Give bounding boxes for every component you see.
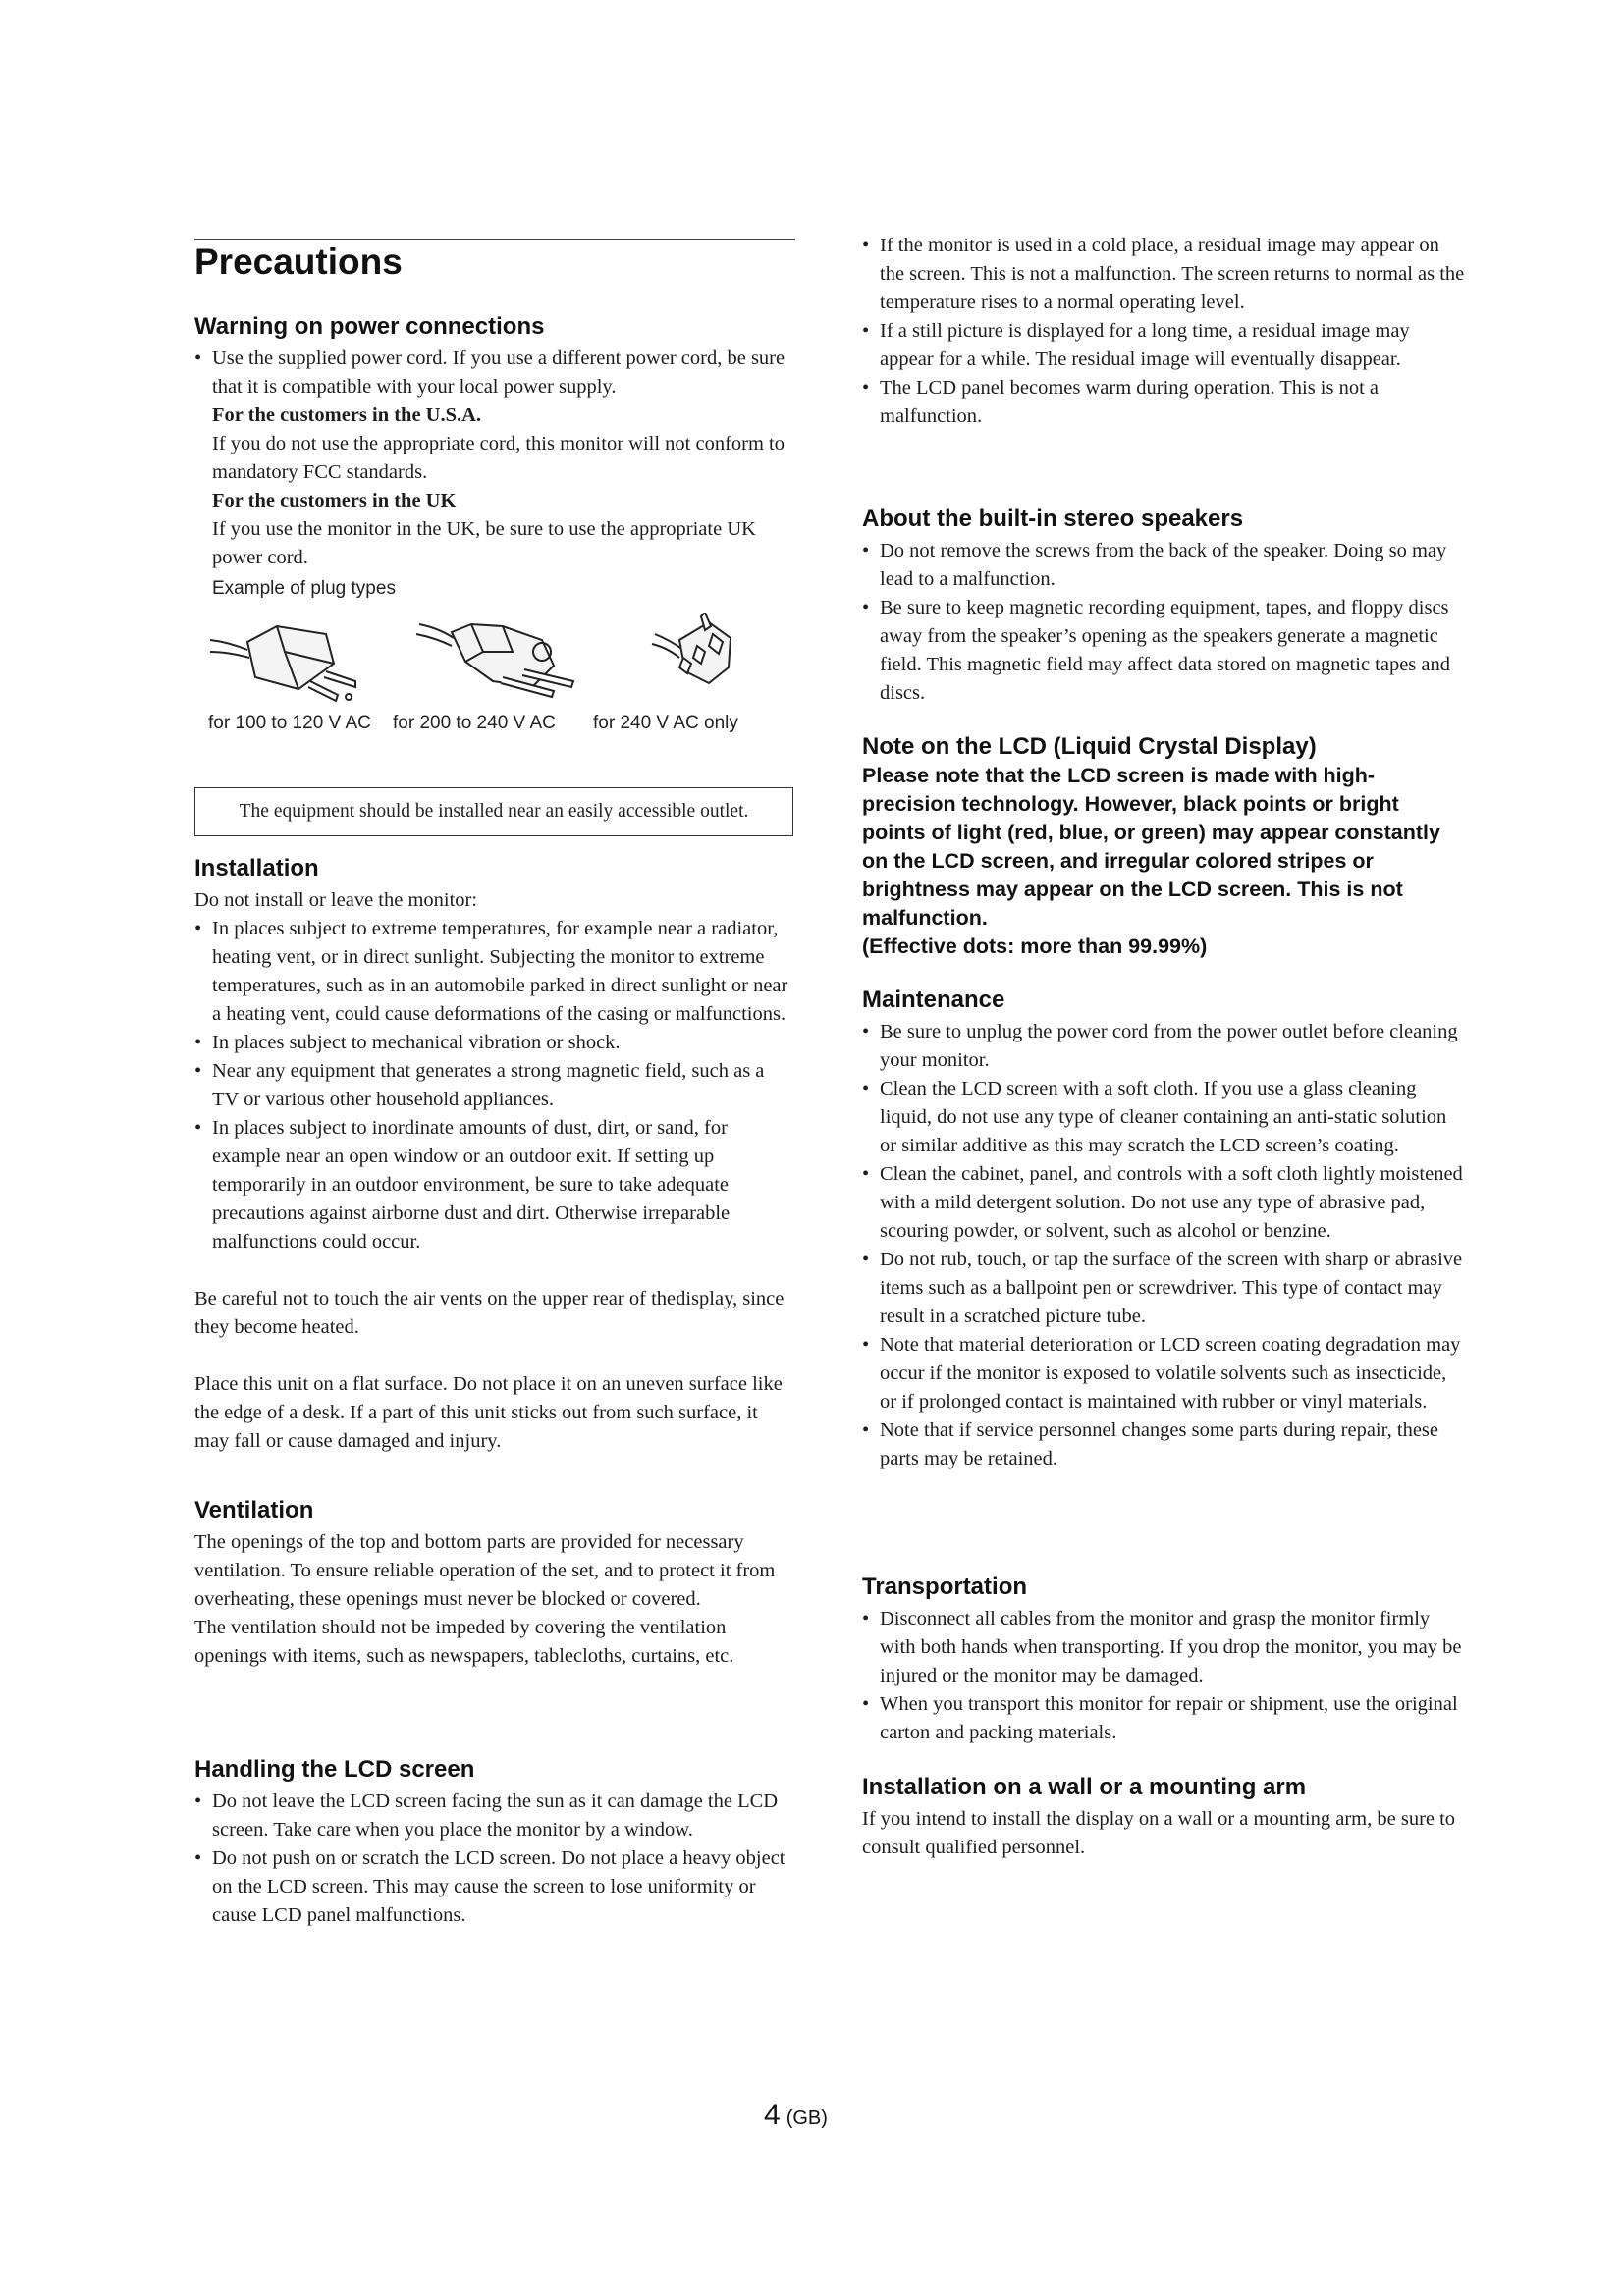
uk-text: If you use the monitor in the UK, be sure to use the appropriate UK power cord. (212, 518, 756, 568)
handling-bullet: • Do not push on or scratch the LCD screen. Do not place a heavy object on the LCD screen. This may cause the screen to lose uniformity or cause LCD panel malfunctions. (194, 1844, 795, 1930)
eu-plug-icon (416, 624, 573, 697)
ventilation-section (194, 1496, 795, 1671)
transportation-bullet: • When you transport this monitor for repair or shipment, use the original carton and packing materials. (862, 1690, 1467, 1747)
lcd-note-section (862, 732, 1467, 961)
installation-section (194, 854, 795, 1456)
plug-types-illustration (208, 613, 758, 707)
maintenance-bullet: • Clean the LCD screen with a soft cloth. If you use a glass cleaning liquid, do not use any type of cleaner containing an anti-static solution or similar additive as this may scratch the LCD screen’s coating. (862, 1075, 1467, 1160)
transportation-bullet: • Disconnect all cables from the monitor and grasp the monitor firmly with both hands when transporting. If you drop the monitor, you may be injured or the monitor may be damaged. (862, 1605, 1467, 1690)
lcd-note-text: Please note that the LCD screen is made with high-precision technology. However, black points or bright points of light (red, blue, or green) may appear constantly on the LCD screen, and irregular colored stripes or brightness may appear on the LCD screen. This is not malfunction. (862, 764, 1440, 930)
maintenance-bullet: • Be sure to unplug the power cord from the power outlet before cleaning your monitor. (862, 1018, 1467, 1075)
installation-surface-paragraph: Place this unit on a flat surface. Do not place it on an uneven surface like the edge of a desk. If a part of this unit sticks out from such surface, it may fall or cause damaged and injury. (194, 1373, 783, 1452)
plug-label-uk: for 240 V AC only (593, 713, 738, 733)
handling-bullet: • The LCD panel becomes warm during operation. This is not a malfunction. (862, 374, 1467, 431)
handling-heading: Handling the LCD screen (194, 1756, 475, 1783)
handling-bullet: • If the monitor is used in a cold place, a residual image may appear on the screen. This is not a malfunction. The screen returns to normal as the temperature rises to a normal operating level. (862, 232, 1467, 317)
ventilation-heading: Ventilation (194, 1497, 314, 1523)
maintenance-heading: Maintenance (862, 987, 1005, 1013)
power-section (194, 312, 795, 600)
ventilation-paragraph: The ventilation should not be impeded by covering the ventilation openings with items, such as newspapers, tablecloths, curtains, etc. (194, 1617, 734, 1667)
page-number-value: 4 (764, 2099, 781, 2131)
maintenance-section (862, 986, 1467, 1473)
handling-bullet: • Do not leave the LCD screen facing the sun as it can damage the LCD screen. Take care when you place the monitor by a window. (194, 1788, 795, 1844)
wall-mount-text: If you intend to install the display on a wall or a mounting arm, be sure to consult qualified personnel. (862, 1808, 1456, 1858)
transportation-heading: Transportation (862, 1574, 1028, 1600)
page-region: (GB) (785, 2108, 828, 2129)
handling-continued (862, 232, 1467, 431)
installation-heading: Installation (194, 855, 319, 881)
speakers-bullet: • Be sure to keep magnetic recording equipment, tapes, and floppy discs away from the speaker’s opening as the speakers generate a magnetic field. This magnetic field may affect data stored on magnetic tapes and discs. (862, 594, 1467, 708)
speakers-section (862, 505, 1467, 708)
uk-plug-icon (652, 613, 731, 683)
plug-caption: Example of plug types (212, 578, 396, 599)
outlet-notice: The equipment should be installed near an easily accessible outlet. (239, 801, 749, 822)
page-number (764, 2099, 828, 2132)
plug-label-eu: for 200 to 240 V AC (393, 713, 556, 733)
uk-label: For the customers in the UK (212, 490, 457, 511)
wall-mount-heading: Installation on a wall or a mounting arm (862, 1774, 1307, 1800)
plug-labels (208, 713, 797, 738)
maintenance-bullet: • Note that material deterioration or LCD screen coating degradation may occur if the monitor is exposed to volatile solvents such as insecticide, or if prolonged contact is maintained with rubber or vinyl materials. (862, 1331, 1467, 1416)
installation-intro: Do not install or leave the monitor: (194, 889, 478, 911)
ventilation-paragraph: The openings of the top and bottom parts are provided for necessary ventilation. To ensure reliable operation of the set, and to protect it from overheating, these openings must never be blocked or covered. (194, 1531, 776, 1610)
usa-label: For the customers in the U.S.A. (212, 404, 482, 426)
maintenance-bullet: • Note that if service personnel changes some parts during repair, these parts may be retained. (862, 1416, 1467, 1473)
page-title: Precautions (194, 241, 403, 282)
outlet-notice-box (194, 787, 793, 836)
lcd-note-heading: Note on the LCD (Liquid Crystal Display) (862, 733, 1317, 760)
installation-bullet: • Near any equipment that generates a strong magnetic field, such as a TV or various other household appliances. (194, 1057, 795, 1114)
handling-section (194, 1755, 795, 1930)
title-rule (194, 239, 795, 240)
handling-bullet: • If a still picture is displayed for a long time, a residual image may appear for a while. The residual image will eventually disappear. (862, 317, 1467, 374)
installation-bullet: • In places subject to extreme temperatures, for example near a radiator, heating vent, or in direct sunlight. Subjecting the monitor to extreme temperatures, such as in an automobile parked in direct sunlight or near a heating vent, could cause deformations of the casing or malfunctions. (194, 915, 795, 1029)
us-plug-icon (210, 626, 355, 701)
lcd-note-dots: (Effective dots: more than 99.99%) (862, 934, 1208, 958)
plug-label-us: for 100 to 120 V AC (208, 713, 371, 733)
wall-mount-section (862, 1773, 1467, 1862)
usa-text: If you do not use the appropriate cord, this monitor will not conform to mandatory FCC standards. (212, 433, 785, 483)
transportation-section (862, 1573, 1467, 1747)
maintenance-bullet: • Do not rub, touch, or tap the surface of the screen with sharp or abrasive items such as a ballpoint pen or screwdriver. This type of contact may result in a scratched picture tube. (862, 1246, 1467, 1331)
speakers-bullet: • Do not remove the screws from the back of the speaker. Doing so may lead to a malfunction. (862, 537, 1467, 594)
installation-bullet: • In places subject to mechanical vibration or shock. (194, 1029, 795, 1057)
installation-vents-paragraph: Be careful not to touch the air vents on the upper rear of thedisplay, since they become heated. (194, 1288, 785, 1338)
speakers-heading: About the built-in stereo speakers (862, 506, 1244, 532)
installation-bullet: • In places subject to inordinate amounts of dust, dirt, or sand, for example near an open window or an outdoor exit. If setting up temporarily in an outdoor environment, be sure to take adequate precautions against airborne dust and dirt. Otherwise irreparable malfunctions could occur. (194, 1114, 795, 1256)
power-bullet: • Use the supplied power cord. If you use a different power cord, be sure that it is compatible with your local power supply. (194, 345, 795, 401)
power-heading: Warning on power connections (194, 313, 545, 340)
maintenance-bullet: • Clean the cabinet, panel, and controls with a soft cloth lightly moistened with a mild detergent solution. Do not use any type of abrasive pad, scouring powder, or solvent, such as alcohol or benzine. (862, 1160, 1467, 1246)
